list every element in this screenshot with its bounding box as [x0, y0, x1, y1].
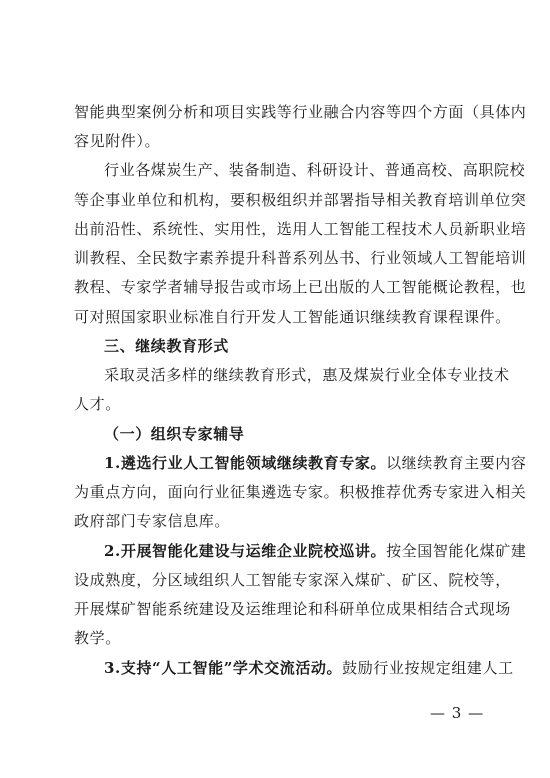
body-line: 等企事业单位和机构，要积极组织并部署指导相关教育培训单位突 [74, 191, 527, 209]
body-line: 采取灵活多样的继续教育形式，惠及煤炭行业全体专业技术 [104, 366, 510, 384]
item-3-text: 鼓励行业按规定组建人工 [342, 659, 514, 677]
body-line: 容见附件）。 [74, 132, 161, 150]
body-line: 设成熟度，分区域组织人工智能专家深入煤矿、矿区、院校等， [74, 571, 511, 589]
item-1-title: 1.遴选行业人工智能领域继续教育专家。 [104, 454, 387, 472]
body-line: 政府部门专家信息库。 [74, 512, 231, 530]
body-line: 行业各煤炭生产、装备制造、科研设计、普通高校、高职院校 [104, 161, 526, 179]
page-number: — 3 — [430, 704, 485, 722]
body-line: 开展煤矿智能系统建设及运维理论和科研单位成果相结合式现场 [74, 600, 511, 618]
body-line: 可对照国家职业标准自行开发人工智能通识继续教育课程课件。 [74, 308, 511, 326]
item-3-first-line [104, 658, 514, 678]
item-2-title: 2.开展智能化建设与运维企业院校巡讲。 [104, 542, 387, 560]
item-2-text: 按全国智能化煤矿建 [386, 542, 527, 560]
item-1-first-line [104, 453, 527, 473]
item-2-first-line [104, 541, 527, 561]
body-line: 训教程、全民数字素养提升科普系列丛书、行业领域人工智能培训 [74, 249, 527, 267]
body-line: 为重点方向，面向行业征集遴选专家。积极推荐优秀专家进入相关 [74, 483, 527, 501]
body-line: 教学。 [74, 629, 121, 647]
body-line: 智能典型案例分析和项目实践等行业融合内容等四个方面（具体内 [74, 103, 527, 121]
body-line: 教程、专家学者辅导报告或市场上已出版的人工智能概论教程，也 [74, 278, 527, 296]
item-1-text: 以继续教育主要内容 [386, 454, 527, 472]
section-heading: 三、继续教育形式 [104, 337, 229, 355]
body-line: 人才。 [74, 395, 121, 413]
item-3-title: 3.支持“人工智能”学术交流活动。 [104, 659, 343, 677]
subsection-heading: （一）组织专家辅导 [104, 425, 245, 443]
body-line: 出前沿性、系统性、实用性，选用人工智能工程技术人员新职业培 [74, 220, 527, 238]
